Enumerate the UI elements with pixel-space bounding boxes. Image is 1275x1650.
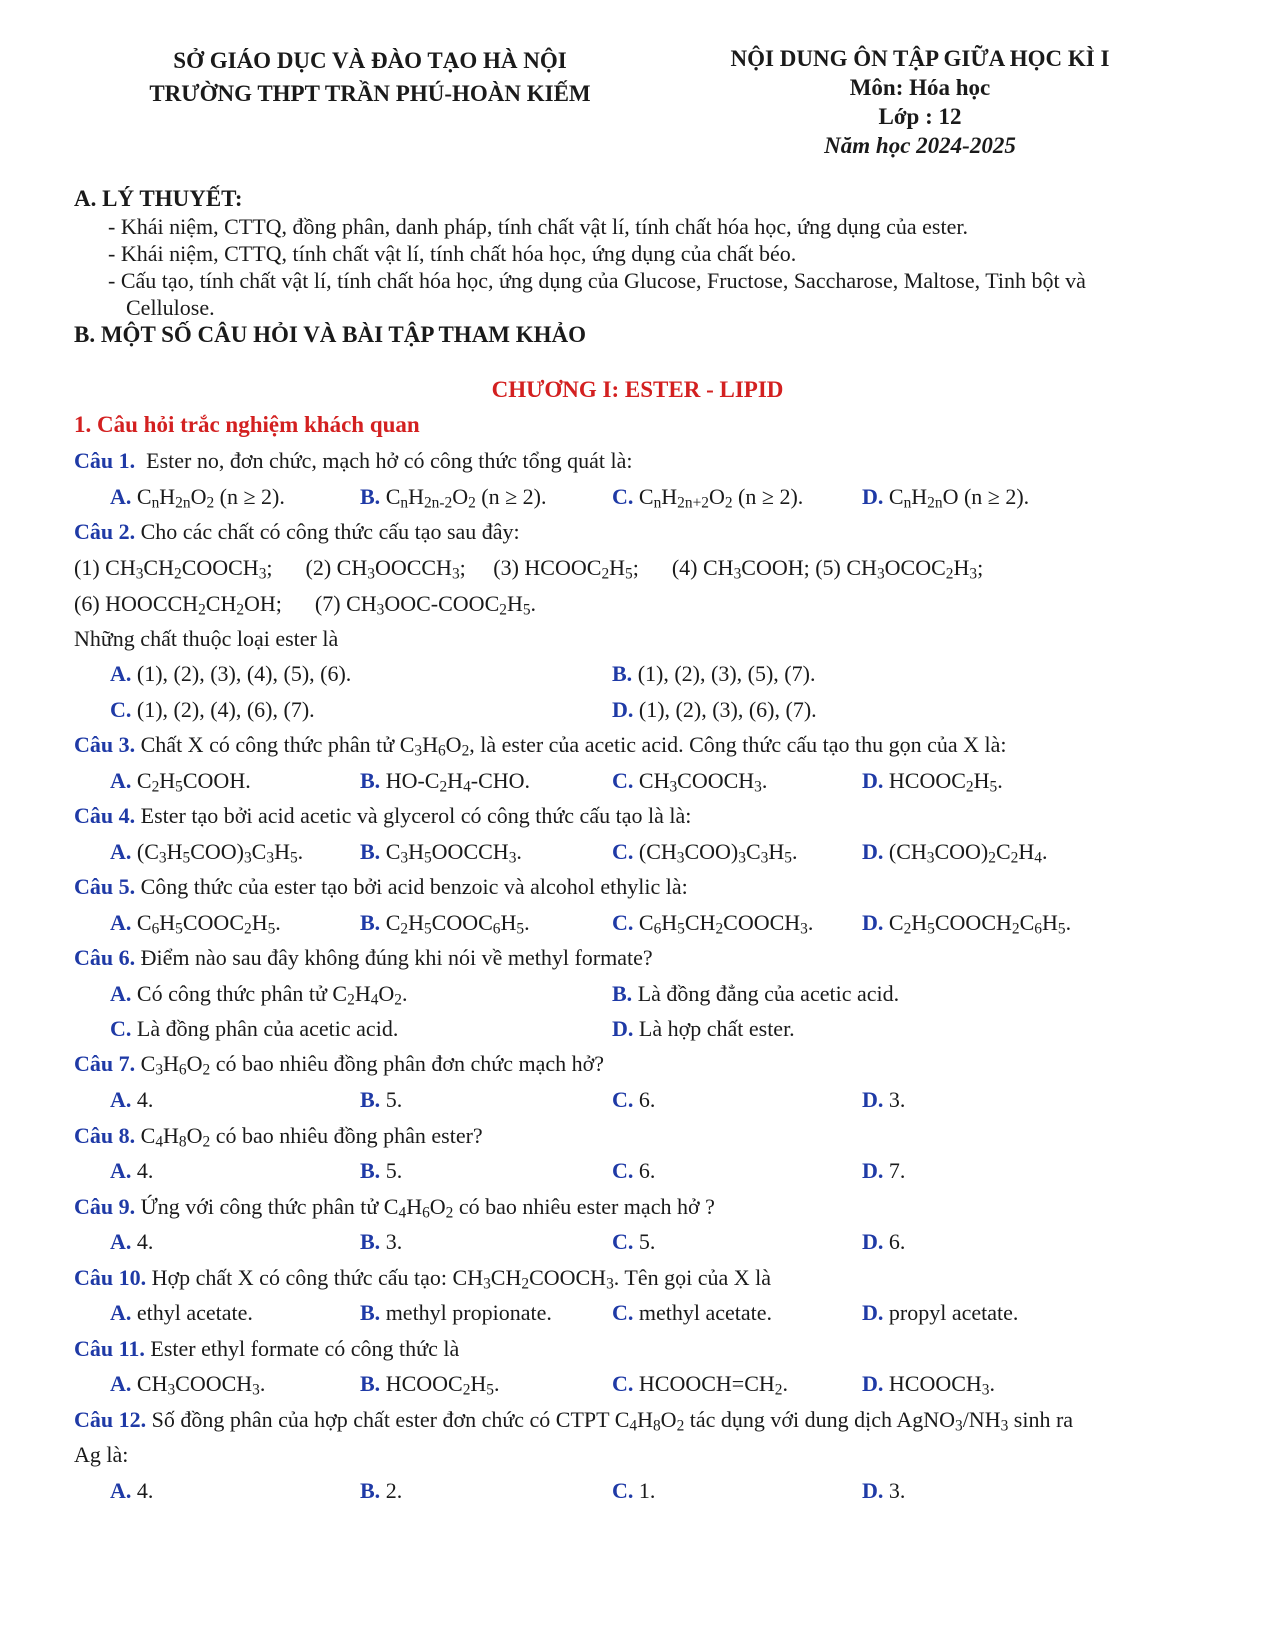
school-year: Năm học 2024-2025 xyxy=(824,133,1016,158)
question-9: Câu 9. Ứng với công thức phân tử $C_4H_6O_2$ có bao nhiêu ester mạch hở ? xyxy=(74,1194,715,1222)
option-b[interactable]: B. $C_3H_5OOCCH_3$. xyxy=(360,839,522,867)
question-number: Câu 4. xyxy=(74,803,136,828)
option-c[interactable]: C. 5. xyxy=(612,1229,656,1254)
option-a[interactable]: A. $C_nH_{2n}O_2$ (n ≥ 2). xyxy=(110,484,285,512)
question-number: Câu 3. xyxy=(74,732,136,757)
question-number: Câu 12. xyxy=(74,1407,147,1432)
question-3-options xyxy=(0,768,1275,798)
question-6-options-row-2 xyxy=(0,1016,1275,1046)
option-a[interactable]: A. $C_2H_5COOH$. xyxy=(110,768,251,796)
option-c[interactable]: C. $CH_3COOCH_3$. xyxy=(612,768,768,796)
option-b[interactable]: B. (1), (2), (3), (5), (7). xyxy=(612,661,816,686)
question-3: Câu 3. Chất X có công thức phân tử $C_3H_6O_2$, là ester của acetic acid. Công thức cấu tạo thu gọn của X là: xyxy=(74,732,1007,760)
option-a[interactable]: A. 4. xyxy=(110,1087,154,1112)
option-b[interactable]: B. $HCOOC_2H_5$. xyxy=(360,1371,500,1399)
question-11 xyxy=(74,1336,459,1362)
question-9-options xyxy=(0,1229,1275,1259)
option-d[interactable]: D. $HCOOC_2H_5$. xyxy=(862,768,1003,796)
option-c[interactable]: C. Là đồng phân của acetic acid. xyxy=(110,1016,399,1041)
question-4 xyxy=(74,803,691,829)
option-d[interactable]: D. $C_nH_{2n}O$ (n ≥ 2). xyxy=(862,484,1030,512)
question-7-options xyxy=(0,1087,1275,1117)
theory-item-carbohydrate-cont: Cellulose. xyxy=(126,295,215,320)
question-number: Câu 10. xyxy=(74,1265,147,1290)
question-11-options xyxy=(0,1371,1275,1401)
question-4-options xyxy=(0,839,1275,869)
subject-name: Môn: Hóa học xyxy=(849,75,991,100)
question-text: Ester no, đơn chức, mạch hở có công thức tổng quát là: xyxy=(146,448,633,473)
option-b[interactable]: B. $C_nH_{2n-2}O_2$ (n ≥ 2). xyxy=(360,484,547,512)
question-number: Câu 5. xyxy=(74,874,136,899)
grade-level: Lớp : 12 xyxy=(878,104,962,129)
question-text: Ester tạo bởi acid acetic và glycerol có công thức cấu tạo là là: xyxy=(140,803,692,828)
option-a[interactable]: A. 4. xyxy=(110,1478,154,1503)
option-d[interactable]: D. $(CH_3COO)_2C_2H_4$. xyxy=(862,839,1048,867)
question-2-options-row-2 xyxy=(0,697,1275,727)
option-c[interactable]: C. 6. xyxy=(612,1158,656,1183)
subsection-title: 1. Câu hỏi trắc nghiệm khách quan xyxy=(74,412,420,437)
option-d[interactable]: D. $C_2H_5COOCH_2C_6H_5$. xyxy=(862,910,1072,938)
option-c[interactable]: C. (1), (2), (4), (6), (7). xyxy=(110,697,315,722)
option-c[interactable]: C. 1. xyxy=(612,1478,656,1503)
option-c[interactable]: C. 6. xyxy=(612,1087,656,1112)
option-b[interactable]: B. 3. xyxy=(360,1229,403,1254)
option-c[interactable]: C. methyl acetate. xyxy=(612,1300,773,1325)
compound-list-line-2: (6) $HOOCCH_2CH_2OH$; (7) $CH_3OOC-COOC_2H_5$. xyxy=(74,591,537,619)
option-a[interactable]: A. $CH_3COOCH_3$. xyxy=(110,1371,266,1399)
option-a[interactable]: A. ethyl acetate. xyxy=(110,1300,253,1325)
question-1 xyxy=(74,448,633,474)
question-12: Câu 12. Số đồng phân của hợp chất ester đơn chức có CTPT $C_4H_8O_2$ tác dụng với dung dịch $AgNO_3/NH_3$ sinh ra xyxy=(74,1407,1074,1435)
exam-header xyxy=(690,44,1150,160)
question-6 xyxy=(74,945,653,971)
option-d[interactable]: D. (1), (2), (3), (6), (7). xyxy=(612,697,817,722)
option-b[interactable]: B. Là đồng đẳng của acetic acid. xyxy=(612,981,900,1006)
question-8-options xyxy=(0,1158,1275,1188)
question-number: Câu 11. xyxy=(74,1336,145,1361)
option-b[interactable]: B. methyl propionate. xyxy=(360,1300,552,1325)
school-header xyxy=(110,44,630,110)
option-d[interactable]: D. 6. xyxy=(862,1229,906,1254)
option-a[interactable]: A. $(C_3H_5COO)_3C_3H_5$. xyxy=(110,839,304,867)
option-d[interactable]: D. 7. xyxy=(862,1158,906,1183)
option-c[interactable]: C. $(CH_3COO)_3C_3H_5$. xyxy=(612,839,798,867)
theory-item-carbohydrate: - Cấu tạo, tính chất vật lí, tính chất hóa học, ứng dụng của Glucose, Fructose, Saccharose, Maltose, Tinh bột và xyxy=(108,268,1086,293)
question-text: Công thức của ester tạo bởi acid benzoic và alcohol ethylic là: xyxy=(140,874,688,899)
question-6-options-row-1 xyxy=(0,981,1275,1011)
question-text: Điểm nào sau đây không đúng khi nói về methyl formate? xyxy=(140,945,653,970)
question-2-note: Những chất thuộc loại ester là xyxy=(74,626,339,651)
option-b[interactable]: B. 2. xyxy=(360,1478,403,1503)
question-10-options xyxy=(0,1300,1275,1330)
option-b[interactable]: B. 5. xyxy=(360,1087,403,1112)
chapter-title: CHƯƠNG I: ESTER - LIPID xyxy=(491,377,784,402)
option-a[interactable]: A. 4. xyxy=(110,1158,154,1183)
option-c[interactable]: C. $HCOOCH=CH_2$. xyxy=(612,1371,788,1399)
question-12-cont: Ag là: xyxy=(74,1442,129,1467)
option-c[interactable]: C. $C_6H_5CH_2COOCH_3$. xyxy=(612,910,814,938)
theory-item-ester: - Khái niệm, CTTQ, đồng phân, danh pháp, tính chất vật lí, tính chất hóa học, ứng dụng của ester. xyxy=(108,214,968,239)
question-10: Câu 10. Hợp chất X có công thức cấu tạo: $CH_3CH_2COOCH_3$. Tên gọi của X là xyxy=(74,1265,771,1293)
option-c[interactable]: C. $C_nH_{2n+2}O_2$ (n ≥ 2). xyxy=(612,484,804,512)
option-d[interactable]: D. Là hợp chất ester. xyxy=(612,1016,795,1041)
option-b[interactable]: B. $HO-C_2H_4$-CHO. xyxy=(360,768,531,796)
question-text: Ester ethyl formate có công thức là xyxy=(150,1336,460,1361)
exam-title: NỘI DUNG ÔN TẬP GIỮA HỌC KÌ I xyxy=(730,46,1110,71)
theory-title: A. LÝ THUYẾT: xyxy=(74,186,243,211)
option-a[interactable]: A. Có công thức phân tử $C_2H_4O_2$. xyxy=(110,981,408,1009)
question-5-options xyxy=(0,910,1275,940)
compound-list-line-1: (1) $CH_3CH_2COOCH_3$; (2) $CH_3OOCCH_3$; (3) $HCOOC_2H_5$; (4) $CH_3COOH$; (5) $CH_3OCOC_2H_3$; xyxy=(74,555,984,583)
question-8: Câu 8. $C_4H_8O_2$ có bao nhiêu đồng phân ester? xyxy=(74,1123,483,1151)
question-number: Câu 1. xyxy=(74,448,136,473)
department-name: SỞ GIÁO DỤC VÀ ĐÀO TẠO HÀ NỘI xyxy=(173,48,567,73)
school-name: TRƯỜNG THPT TRẦN PHÚ-HOÀN KIẾM xyxy=(149,81,591,106)
option-a[interactable]: A. $C_6H_5COOC_2H_5$. xyxy=(110,910,281,938)
question-number: Câu 6. xyxy=(74,945,136,970)
option-a[interactable]: A. (1), (2), (3), (4), (5), (6). xyxy=(110,661,352,686)
question-7: Câu 7. $C_3H_6O_2$ có bao nhiêu đồng phân đơn chức mạch hở? xyxy=(74,1051,605,1079)
option-d[interactable]: D. $HCOOCH_3$. xyxy=(862,1371,995,1399)
question-number: Câu 9. xyxy=(74,1194,136,1219)
option-d[interactable]: D. 3. xyxy=(862,1087,906,1112)
question-12-options xyxy=(0,1478,1275,1508)
option-d[interactable]: D. propyl acetate. xyxy=(862,1300,1019,1325)
option-d[interactable]: D. 3. xyxy=(862,1478,906,1503)
option-b[interactable]: B. $C_2H_5COOC_6H_5$. xyxy=(360,910,530,938)
question-2 xyxy=(74,519,520,545)
question-2-options-row-1 xyxy=(0,661,1275,691)
option-a[interactable]: A. 4. xyxy=(110,1229,154,1254)
option-b[interactable]: B. 5. xyxy=(360,1158,403,1183)
question-1-options xyxy=(0,484,1275,514)
question-number: Câu 2. xyxy=(74,519,136,544)
question-number: Câu 8. xyxy=(74,1123,136,1148)
exercises-title: B. MỘT SỐ CÂU HỎI VÀ BÀI TẬP THAM KHẢO xyxy=(74,322,587,347)
question-text: Cho các chất có công thức cấu tạo sau đây: xyxy=(140,519,520,544)
theory-item-lipid: - Khái niệm, CTTQ, tính chất vật lí, tính chất hóa học, ứng dụng của chất béo. xyxy=(108,241,797,266)
question-5 xyxy=(74,874,688,900)
question-number: Câu 7. xyxy=(74,1051,136,1076)
